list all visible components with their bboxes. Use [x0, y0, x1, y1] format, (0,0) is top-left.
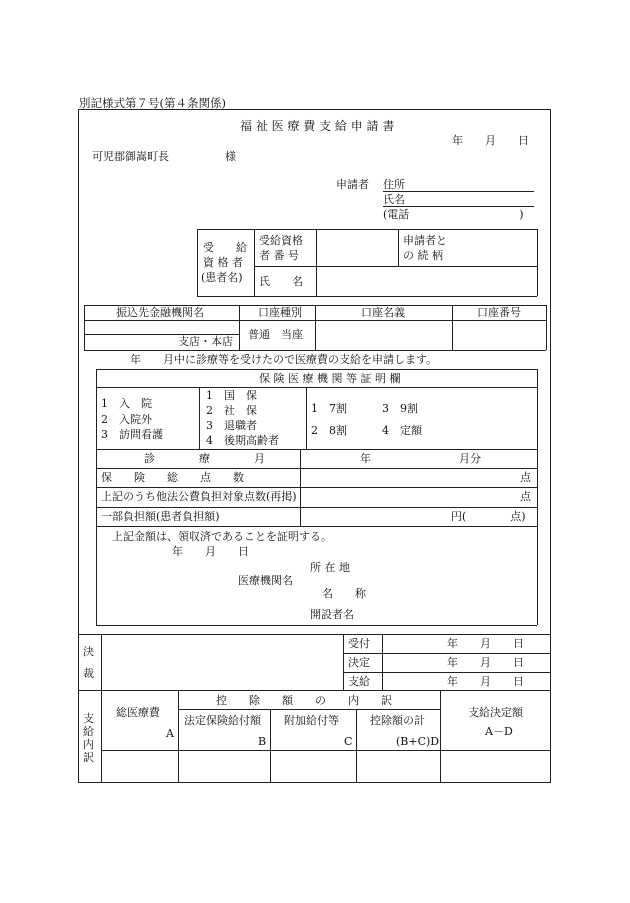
bank-institution-header: 振込先金融機関名: [116, 306, 204, 319]
decided-amount-label: 支給決定額: [468, 706, 523, 719]
ratio-1[interactable]: 1 7割: [311, 402, 347, 415]
public-points-unit[interactable]: 点: [520, 490, 531, 503]
deduction-header: 控 除 額 の 内 訳: [216, 694, 392, 707]
name-field[interactable]: [383, 206, 534, 207]
insurance-type-3[interactable]: 3 退職者: [206, 419, 257, 432]
paid-label: 支給: [348, 675, 370, 688]
recipient-name-label: 氏 名: [259, 275, 303, 288]
applicant-label: 申請者: [336, 178, 369, 191]
ratio-2[interactable]: 2 8割: [311, 424, 347, 437]
paid-date[interactable]: 年 月 日: [447, 675, 524, 688]
treatment-month-label: 診 療 月: [144, 452, 265, 465]
copay-label: 一部負担額(患者負担額): [101, 510, 220, 523]
recipient-label-1: 受 給: [203, 241, 247, 254]
care-type-1[interactable]: 1 入 院: [101, 397, 152, 410]
insurance-type-1[interactable]: 1 国 保: [206, 389, 257, 402]
deduction-total-label: 控除額の計: [370, 714, 425, 727]
additional-benefit-label: 附加給付等: [284, 714, 339, 727]
decision-label-2: 裁: [83, 667, 94, 680]
breakdown-label-3: 内: [83, 738, 94, 751]
recipient-label-2: 資 格 者: [203, 256, 243, 269]
account-type-header: 口座種別: [258, 306, 302, 319]
account-number-header: 口座番号: [477, 306, 521, 319]
recipient-label-3: (患者名): [201, 271, 243, 284]
decided-date[interactable]: 年 月 日: [447, 656, 524, 669]
total-cost-label: 総医療費: [116, 706, 160, 719]
recipient-number-label-2: 者 番 号: [259, 249, 299, 262]
total-points-label: 保 険 総 点 数: [101, 471, 244, 484]
relation-label-2: の 続 柄: [403, 249, 443, 262]
insurance-type-2[interactable]: 2 社 保: [206, 404, 257, 417]
decided-amount-mark: A－D: [485, 725, 513, 738]
application-date[interactable]: 年 月 日: [452, 134, 529, 147]
founder-label: 開設者名: [310, 608, 354, 621]
breakdown-label-4: 訳: [83, 751, 94, 764]
total-cost-mark: A: [166, 727, 174, 740]
legal-benefit-mark: B: [258, 735, 267, 748]
deduction-total-mark: (B+C)D: [396, 735, 440, 748]
facility-location-label: 所 在 地: [310, 561, 350, 574]
addressee: 可児郡御嵩町長: [92, 150, 169, 163]
applicant-phone-label[interactable]: (電話 ): [383, 208, 524, 221]
ratio-3[interactable]: 3 9割: [382, 402, 418, 415]
received-label: 受付: [348, 637, 370, 650]
cert-date[interactable]: 年 月 日: [172, 545, 249, 558]
breakdown-label-1: 支: [83, 712, 94, 725]
ratio-4[interactable]: 4 定額: [382, 424, 422, 437]
received-date[interactable]: 年 月 日: [447, 637, 524, 650]
addressee-suffix: 様: [225, 150, 236, 163]
breakdown-label-2: 給: [83, 725, 94, 738]
facility-name-label: 医療機関名: [238, 574, 293, 587]
account-holder-header: 口座名義: [361, 306, 405, 319]
relation-label-1: 申請者と: [403, 234, 447, 247]
care-type-2[interactable]: 2 入院外: [101, 413, 152, 426]
address-field[interactable]: [383, 191, 534, 192]
insurance-type-4[interactable]: 4 後期高齢者: [206, 434, 279, 447]
public-points-label: 上記のうち他法公費負担対象点数(再掲): [101, 490, 297, 503]
treatment-month-value[interactable]: 年 月分: [360, 452, 481, 465]
applicant-name-label: 氏名: [383, 193, 405, 206]
applicant-address-label: 住所: [383, 178, 405, 191]
additional-benefit-mark: C: [344, 735, 353, 748]
copay-unit[interactable]: 円( 点): [451, 510, 526, 523]
decided-label: 決定: [348, 656, 370, 669]
cert-statement: 上記金額は、領収済であることを証明する。: [112, 530, 332, 543]
total-points-unit[interactable]: 点: [520, 471, 531, 484]
form-title: 福 祉 医 療 費 支 給 申 請 書: [240, 119, 395, 133]
legal-benefit-label: 法定保険給付額: [184, 714, 261, 727]
cert-header: 保 険 医 療 機 関 等 証 明 欄: [259, 372, 401, 385]
recipient-number-label-1: 受給資格: [259, 234, 303, 247]
account-type-value[interactable]: 普通 当座: [248, 328, 303, 341]
decision-label-1: 決: [83, 645, 94, 658]
bank-branch-label: 支店・本店: [178, 335, 233, 348]
request-sentence: 年 月中に診療等を受けたので医療費の支給を申請します。: [130, 353, 438, 366]
care-type-3[interactable]: 3 訪問看護: [101, 428, 163, 441]
form-code: 別記様式第７号(第４条関係): [79, 96, 226, 110]
facility-title-label: 名 称: [322, 587, 366, 600]
